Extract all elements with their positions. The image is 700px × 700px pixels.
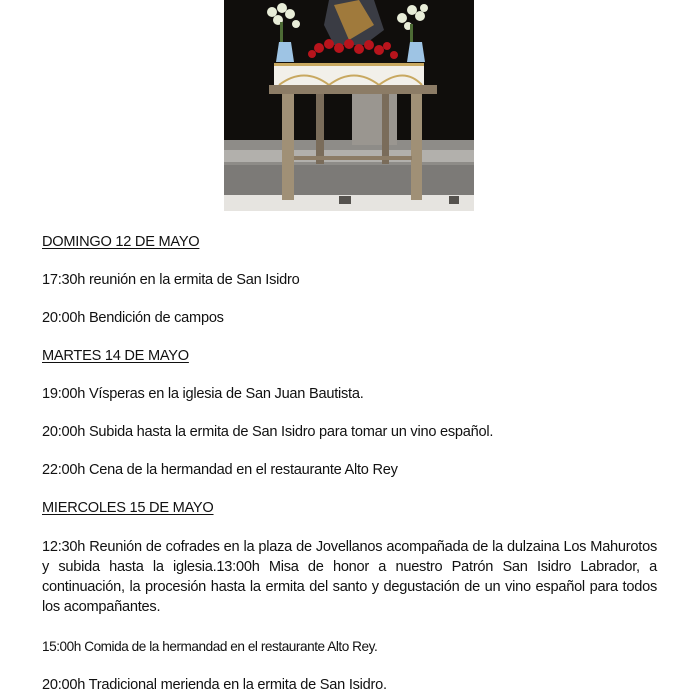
day-heading-miercoles: MIERCOLES 15 DE MAYO	[42, 500, 214, 516]
event-item: 20:00h Tradicional merienda en la ermita de San Isidro.	[42, 677, 387, 693]
photo-illustration	[224, 0, 474, 211]
san-isidro-photo	[224, 0, 474, 211]
event-item: 22:00h Cena de la hermandad en el restaurante Alto Rey	[42, 462, 398, 478]
day-heading-martes: MARTES 14 DE MAYO	[42, 348, 189, 364]
event-item: 20:00h Subida hasta la ermita de San Isidro para tomar un vino español.	[42, 424, 494, 440]
event-item: 17:30h reunión en la ermita de San Isidro	[42, 272, 300, 288]
event-paragraph: 12:30h Reunión de cofrades en la plaza de Jovellanos acompañada de la dulzaina Los Mahurotos y subida hasta la iglesia.13:00h Misa de honor a nuestro Patrón San Isidro Labrador, a continuación, la procesión hasta la ermita del santo y degustación de un vino español para todos los acompañantes.	[42, 539, 657, 615]
event-item: 20:00h Bendición de campos	[42, 310, 224, 326]
event-item: 19:00h Vísperas en la iglesia de San Juan Bautista.	[42, 386, 364, 402]
day-heading-domingo: DOMINGO 12 DE MAYO	[42, 234, 200, 250]
event-item: 15:00h Comida de la hermandad en el restaurante Alto Rey.	[42, 639, 378, 654]
